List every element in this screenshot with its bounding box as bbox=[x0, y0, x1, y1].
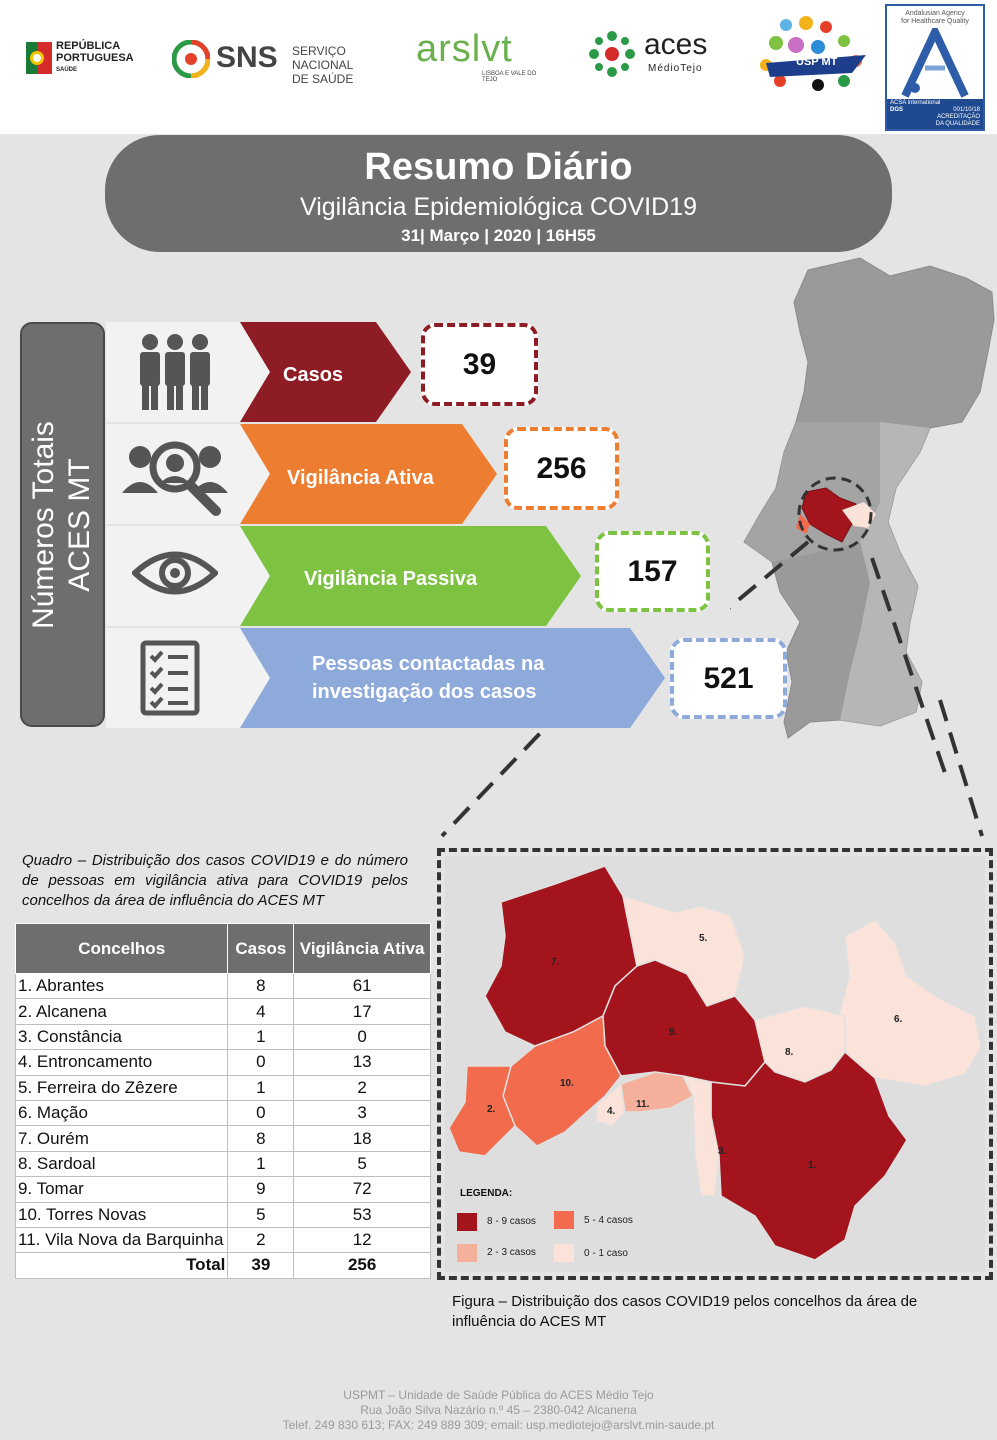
row-vigilancia: 18 bbox=[294, 1126, 431, 1151]
row-vigilancia: 0 bbox=[294, 1024, 431, 1049]
row-vigilancia: 5 bbox=[294, 1151, 431, 1176]
legend-swatch-5-4 bbox=[554, 1211, 574, 1229]
municipality-macao bbox=[839, 920, 981, 1086]
totals-side-label-line2: ACES MT bbox=[63, 458, 96, 592]
row-casos: 1 bbox=[228, 1151, 294, 1176]
row-casos: 9 bbox=[228, 1177, 294, 1202]
total-casos: 39 bbox=[228, 1253, 294, 1278]
portugal-shield-icon bbox=[26, 42, 52, 74]
map-label-10: 10. bbox=[560, 1078, 574, 1089]
row-vigilancia: 61 bbox=[294, 974, 431, 999]
legend-swatch-8-9 bbox=[457, 1213, 477, 1231]
total-vigilancia: 256 bbox=[294, 1253, 431, 1278]
map-label-6: 6. bbox=[894, 1014, 903, 1025]
total-label: Total bbox=[16, 1253, 228, 1278]
usp-dots-icon bbox=[756, 15, 872, 93]
acsa-a-icon bbox=[895, 28, 979, 98]
map-label-7: 7. bbox=[551, 957, 560, 968]
table-row bbox=[16, 1024, 431, 1049]
people-icon bbox=[130, 332, 220, 414]
sns-sub-line2: DE SAÚDE bbox=[292, 72, 354, 86]
map-label-5: 5. bbox=[699, 933, 708, 944]
map-label-1: 1. bbox=[808, 1160, 817, 1171]
row-concelho: 1. Abrantes bbox=[16, 974, 228, 999]
table-caption: Quadro – Distribuição dos casos COVID19 e do número de pessoas em vigilância ativa para COVID19 pelos concelhos da área de influência do ACES MT bbox=[22, 852, 408, 909]
table-total-row bbox=[16, 1253, 431, 1278]
checklist-icon bbox=[140, 640, 200, 716]
vigilancia-ativa-value: 256 bbox=[504, 427, 619, 510]
acsa-acreditacao: ACREDITAÇÃO bbox=[937, 114, 980, 120]
map-label-2: 2. bbox=[487, 1104, 496, 1115]
inset-map bbox=[445, 856, 985, 1272]
municipality-alcanena bbox=[449, 1066, 515, 1156]
usp-mt-logo bbox=[756, 15, 872, 93]
legend-swatch-2-3 bbox=[457, 1244, 477, 1262]
eye-icon bbox=[132, 548, 218, 598]
footer bbox=[0, 1388, 997, 1433]
acsa-international: ACSA international bbox=[890, 100, 941, 106]
footer-line3: Telef. 249 830 613; FAX: 249 889 309; email: usp.mediotejo@arslvt.min-saude.pt bbox=[282, 1418, 715, 1432]
row-vigilancia: 72 bbox=[294, 1177, 431, 1202]
row-casos: 4 bbox=[228, 999, 294, 1024]
row-vigilancia: 13 bbox=[294, 1050, 431, 1075]
legend-label-5-4: 5 - 4 casos bbox=[584, 1215, 633, 1226]
vigilancia-passiva-label: Vigilância Passiva bbox=[304, 568, 478, 590]
row-concelho: 8. Sardoal bbox=[16, 1151, 228, 1176]
table-row bbox=[16, 974, 431, 999]
legend-swatch-0-1 bbox=[554, 1244, 574, 1262]
row-concelho: 2. Alcanena bbox=[16, 999, 228, 1024]
acsa-dgs: DGS bbox=[890, 107, 904, 113]
totals-side-label bbox=[26, 325, 98, 725]
acsa-top-line2: for Healthcare Quality bbox=[901, 18, 969, 25]
ars-lvt-logo bbox=[416, 15, 552, 83]
table-row bbox=[16, 999, 431, 1024]
table-row bbox=[16, 1227, 431, 1252]
sns-sub-line1: SERVIÇO NACIONAL bbox=[292, 44, 354, 72]
table-row bbox=[16, 1202, 431, 1227]
map-label-9: 9. bbox=[669, 1027, 678, 1038]
aces-text: aces bbox=[644, 28, 708, 61]
footer-line1: USPMT – Unidade de Saúde Pública do ACES Médio Tejo bbox=[343, 1388, 654, 1402]
aces-medio-tejo-logo bbox=[586, 26, 721, 82]
sns-logo bbox=[172, 40, 394, 86]
row-concelho: 7. Ourém bbox=[16, 1126, 228, 1151]
map-label-8: 8. bbox=[785, 1047, 794, 1058]
logo-text-portuguesa: PORTUGUESA bbox=[56, 52, 134, 64]
header-banner bbox=[105, 135, 892, 252]
search-people-icon bbox=[120, 435, 230, 517]
row-casos: 0 bbox=[228, 1100, 294, 1125]
row-vigilancia: 17 bbox=[294, 999, 431, 1024]
pessoas-contactadas-line1: Pessoas contactadas na bbox=[312, 653, 545, 675]
footer-line2: Rua João Silva Nazário n.º 45 – 2380-042 Alcanena bbox=[360, 1403, 637, 1417]
casos-value: 39 bbox=[421, 323, 538, 406]
acsa-qualidade: DA QUALIDADE bbox=[935, 121, 980, 127]
page-subtitle: Vigilância Epidemiológica COVID19 bbox=[300, 193, 697, 221]
figure-caption: Figura – Distribuição dos casos COVID19 pelos concelhos da área de influência do ACES MT bbox=[452, 1293, 918, 1330]
report-date: 31| Março | 2020 | 16H55 bbox=[401, 226, 596, 245]
ars-sub-text: LISBOA E VALE DO TEJO bbox=[482, 71, 537, 83]
row-concelho: 5. Ferreira do Zêzere bbox=[16, 1075, 228, 1100]
usp-text: USP MT bbox=[796, 56, 838, 68]
table-row bbox=[16, 1075, 431, 1100]
header-concelhos: Concelhos bbox=[16, 924, 228, 974]
table-row bbox=[16, 1050, 431, 1075]
row-concelho: 6. Mação bbox=[16, 1100, 228, 1125]
vigilancia-passiva-value: 157 bbox=[595, 531, 710, 612]
row-concelho: 4. Entroncamento bbox=[16, 1050, 228, 1075]
aces-sub-text: MédioTejo bbox=[648, 63, 703, 74]
table-row bbox=[16, 1151, 431, 1176]
sns-circle-icon bbox=[172, 40, 210, 78]
table-row bbox=[16, 1100, 431, 1125]
totals-side-label-line1: Números Totais bbox=[27, 421, 60, 629]
republica-portuguesa-logo bbox=[26, 40, 136, 84]
row-casos: 8 bbox=[228, 1126, 294, 1151]
row-vigilancia: 3 bbox=[294, 1100, 431, 1125]
logo-text-saude: SAÚDE bbox=[56, 67, 78, 73]
legend-label-2-3: 2 - 3 casos bbox=[487, 1247, 536, 1258]
row-concelho: 9. Tomar bbox=[16, 1177, 228, 1202]
row-concelho: 3. Constância bbox=[16, 1024, 228, 1049]
municipality-tomar bbox=[603, 960, 765, 1086]
legend-label-8-9: 8 - 9 casos bbox=[487, 1216, 536, 1227]
casos-label: Casos bbox=[283, 364, 344, 386]
acsa-badge bbox=[885, 4, 985, 131]
map-label-4: 4. bbox=[607, 1106, 616, 1117]
page-title: Resumo Diário bbox=[364, 146, 633, 188]
row-concelho: 11. Vila Nova da Barquinha bbox=[16, 1227, 228, 1252]
table-row bbox=[16, 1177, 431, 1202]
ars-text: arslvt bbox=[416, 28, 513, 70]
acsa-code: 001/10/18 bbox=[953, 107, 980, 113]
header-casos: Casos bbox=[228, 924, 294, 974]
row-casos: 1 bbox=[228, 1075, 294, 1100]
vigilancia-ativa-label: Vigilância Ativa bbox=[287, 467, 434, 489]
row-casos: 0 bbox=[228, 1050, 294, 1075]
acsa-top-line1: Andalusian Agency bbox=[905, 10, 965, 17]
aces-flower-icon bbox=[586, 28, 638, 80]
logo-text-republica: REPÚBLICA bbox=[56, 40, 121, 52]
table-row bbox=[16, 1126, 431, 1151]
row-casos: 5 bbox=[228, 1202, 294, 1227]
row-casos: 2 bbox=[228, 1227, 294, 1252]
row-vigilancia: 12 bbox=[294, 1227, 431, 1252]
legend-title: LEGENDA: bbox=[460, 1188, 513, 1199]
row-vigilancia: 2 bbox=[294, 1075, 431, 1100]
row-casos: 8 bbox=[228, 974, 294, 999]
sns-text: SNS bbox=[216, 41, 278, 74]
pessoas-contactadas-line2: investigação dos casos bbox=[312, 681, 537, 703]
row-casos: 1 bbox=[228, 1024, 294, 1049]
row-vigilancia: 53 bbox=[294, 1202, 431, 1227]
cases-table bbox=[15, 923, 431, 1279]
legend-label-0-1: 0 - 1 caso bbox=[584, 1248, 628, 1259]
row-concelho: 10. Torres Novas bbox=[16, 1202, 228, 1227]
logo-strip bbox=[0, 0, 997, 134]
pessoas-contactadas-value: 521 bbox=[670, 638, 787, 719]
pessoas-contactadas-label bbox=[312, 650, 544, 706]
table-header-row bbox=[16, 924, 431, 974]
header-vigilancia-ativa: Vigilância Ativa bbox=[294, 924, 431, 974]
map-label-3: 3. bbox=[718, 1146, 727, 1157]
municipality-vn-barquinha bbox=[621, 1072, 693, 1112]
map-label-11: 11. bbox=[636, 1099, 650, 1110]
